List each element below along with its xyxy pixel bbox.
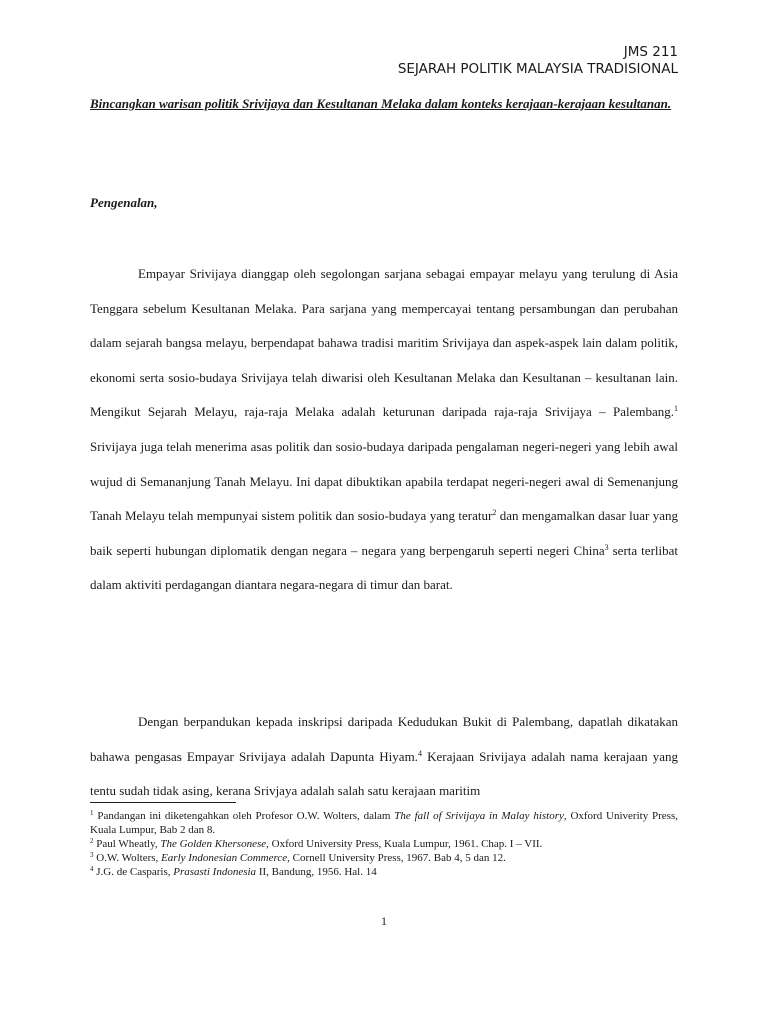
footnote-text: , Oxford University Press, Kuala Lumpur, 1961. Chap. I – VII. [266, 838, 543, 850]
page-number: 1 [381, 914, 387, 928]
footnote-text: II, Bandung, 1956. Hal. 14 [256, 866, 377, 878]
footnote-text: Pandangan ini diketengahkan oleh Profesor O.W. Wolters, dalam [93, 810, 395, 822]
footnote-book-title: Prasasti Indonesia [173, 866, 257, 878]
paragraph-introduction [90, 257, 678, 603]
footnote-reference[interactable]: 2 [492, 508, 497, 518]
footnote-item [90, 837, 678, 851]
paragraph-text: Empayar Srivijaya dianggap oleh segolongan sarjana sebagai empayar melayu yang terulung di Asia Tenggara sebelum Kesultanan Melaka. Para sarjana yang mempercayai tentang persambungan dan perubahan dalam sejarah bangsa melayu, berpendapat bahawa tradisi maritim Srivijaya dan aspek-aspek lain dalam politik, ekonomi serta sosio-budaya Srivijaya telah diwarisi oleh Kesultanan Melaka dan Kesultanan – kesultanan lain. Mengikut Sejarah Melayu, raja-raja Melaka adalah keturunan daripada raja-raja Srivijaya – Palembang. [90, 266, 678, 420]
footnote-number: 3 [90, 851, 94, 859]
page-header [398, 44, 678, 78]
paragraph-founder [90, 705, 678, 809]
footnote-reference[interactable]: 3 [604, 542, 609, 552]
footnote-divider [90, 802, 236, 803]
footnote-reference[interactable]: 1 [674, 404, 678, 414]
footnote-item [90, 809, 678, 837]
footnote-text: Paul Wheatly, [93, 838, 161, 850]
footnote-book-title: The fall of Srivijaya in Malay history [394, 810, 564, 822]
footnote-item [90, 851, 678, 865]
footnote-item [90, 865, 678, 879]
essay-question-title: Bincangkan warisan politik Srivijaya dan Kesultanan Melaka dalam konteks kerajaan-kerajaan kesultanan. [90, 96, 672, 111]
paragraph-text: Dengan berpandukan kepada inskripsi daripada Kedudukan Bukit di Palembang, dapatlah dikatakan bahawa pengasas Empayar Srivijaya adalah Dapunta Hiyam. [90, 714, 678, 764]
paragraph-text: dan mengamalkan dasar luar yang baik seperti hubungan diplomatik dengan negara – negara yang berpengaruh seperti negeri China [90, 508, 678, 558]
footnote-text: J.G. de Casparis, [93, 866, 174, 878]
footnote-reference[interactable]: 4 [417, 748, 422, 758]
section-heading: Pengenalan, [90, 195, 158, 210]
footnotes-section [90, 809, 678, 879]
paragraph-text: Kerajaan Srivijaya adalah nama kerajaan yang tentu sudah tidak asing, kerana Srivjaya adalah salah satu kerajaan maritim [90, 748, 678, 799]
footnote-number: 4 [90, 865, 94, 873]
paragraph-text: serta terlibat dalam aktiviti perdagangan diantara negara-negara di timur dan barat. [90, 542, 679, 593]
course-code: JMS 211 [623, 44, 678, 60]
paragraph-text: Srivijaya juga telah menerima asas politik dan sosio-budaya daripada pengalaman negeri-negeri yang lebih awal wujud di Semananjung Tanah Melayu. Ini dapat dibuktikan apabila terdapat negeri-negeri awal di Semenanjung Tanah Melayu telah mempunyai sistem politik dan sosio-budaya yang teratur [90, 438, 678, 524]
footnote-number: 1 [90, 809, 94, 817]
footnote-number: 2 [90, 837, 94, 845]
footnote-book-title: The Golden Khersonese [160, 838, 267, 850]
footnote-book-title: Early Indonesian Commerce [161, 852, 288, 864]
course-name: SEJARAH POLITIK MALAYSIA TRADISIONAL [397, 61, 678, 77]
footnote-text: , Cornell University Press, 1967. Bab 4, 5 dan 12. [287, 852, 506, 864]
footnote-text: O.W. Wolters, [93, 852, 162, 864]
footnote-text: , Oxford Univerity Press, Kuala Lumpur, Bab 2 dan 8. [90, 810, 678, 836]
